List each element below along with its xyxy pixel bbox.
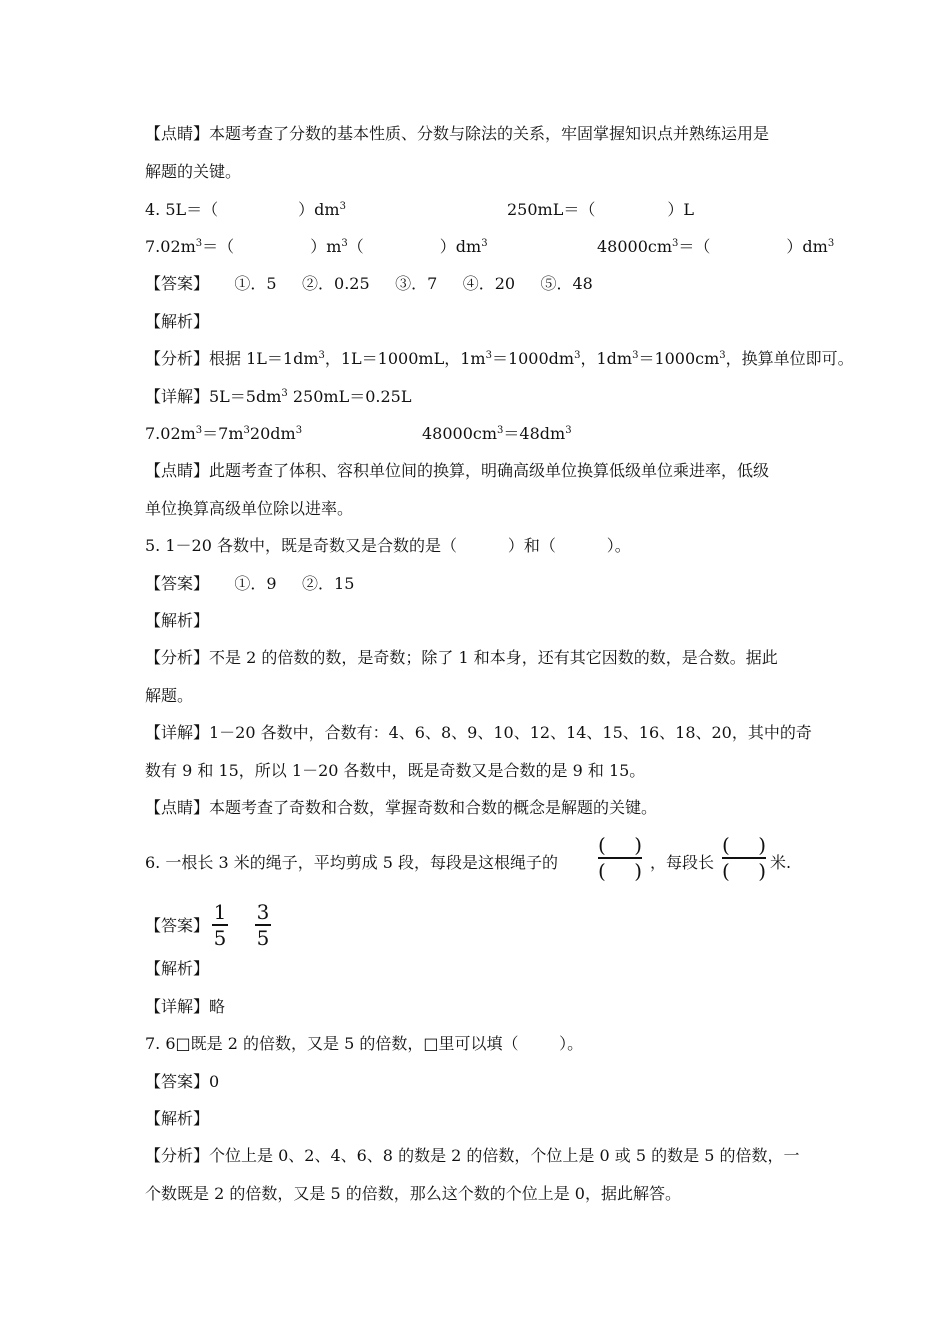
fraction-denominator: 5	[256, 925, 270, 950]
q6-answer-fraction-1	[212, 901, 228, 949]
q4-dianjing: 【点睛】此题考查了体积、容积单位间的换算，明确高级单位换算低级单位乘进率，低级	[145, 461, 770, 480]
q5-question: 5. 1－20 各数中，既是奇数又是合数的是（ ）和（ ）。	[145, 536, 631, 555]
q6-blank-fraction-2: ( ) ( )	[722, 833, 766, 883]
q6-blank-fraction-1: ( ) ( )	[598, 833, 642, 883]
fraction-numerator: 3	[256, 900, 270, 924]
q6-mid: ，每段长	[650, 853, 715, 872]
q4-xiangjie: 【详解】$5L=5dm^3$ 250mL＝0.25L	[145, 387, 412, 406]
q4-fenxi: 【分析】根据 $1L=1dm^3$，1L＝1000mL，$1m^3=1000dm^3$，$1dm^3=1000cm^3$，换算单位即可。	[145, 349, 854, 368]
q5-fenxi: 【分析】不是 2 的倍数的数，是奇数；除了 1 和本身，还有其它因数的数，是合数。据此	[145, 648, 778, 667]
q4-jiexi: 【解析】	[145, 312, 210, 331]
q7-fenxi: 【分析】个位上是 0、2、4、6、8 的数是 2 的倍数，个位上是 0 或 5 的数是 5 的倍数，一	[145, 1146, 800, 1165]
q7-answer: 【答案】0	[145, 1072, 220, 1091]
q5-jiexi: 【解析】	[145, 611, 210, 630]
q6-answer-label: 【答案】	[145, 916, 210, 935]
q6-question: 6. 一根长 3 米的绳子，平均剪成 5 段，每段是这根绳子的	[145, 853, 559, 872]
q4-part3: $7.02m^3=$（ ）$m^3$（ ）$dm^3$	[145, 237, 488, 256]
q4-answer: 【答案】 ①．5 ②．0.25 ③．7 ④．20 ⑤．48	[145, 274, 593, 293]
q5-fenxi-cont: 解题。	[145, 686, 194, 705]
q6-xiangjie: 【详解】略	[145, 997, 226, 1016]
q5-dianjing: 【点睛】本题考查了奇数和合数，掌握奇数和合数的概念是解题的关键。	[145, 798, 658, 817]
q7-jiexi: 【解析】	[145, 1109, 210, 1128]
q4-dianjing-cont: 单位换算高级单位除以进率。	[145, 499, 354, 518]
q6-end: 米.	[770, 853, 792, 872]
q4-xiangjie-2: $7.02m^3=7m^320dm^3$	[145, 424, 303, 443]
fraction-numerator: 1	[213, 900, 227, 924]
dianjing-text: 【点睛】本题考查了分数的基本性质、分数与除法的关系，牢固掌握知识点并熟练运用是	[145, 124, 770, 143]
q5-xiangjie: 【详解】1－20 各数中，合数有：4、6、8、9、10、12、14、15、16、18、20，其中的奇	[145, 723, 812, 742]
q4-xiangjie-3: $48000cm^3=48dm^3$	[422, 424, 572, 443]
q4-part1: 4. 5L＝（ ）$dm^3$	[145, 200, 346, 219]
q7-fenxi-cont: 个数既是 2 的倍数，又是 5 的倍数，那么这个数的个位上是 0，据此解答。	[145, 1184, 681, 1203]
dianjing-text-cont: 解题的关键。	[145, 162, 242, 181]
q6-answer-fraction-2	[255, 901, 271, 949]
q7-question: 7. 6□既是 2 的倍数，又是 5 的倍数，□里可以填（ ）。	[145, 1034, 584, 1053]
q4-part4: $48000cm^3=$（ ）$dm^3$	[597, 237, 835, 256]
fraction-denominator: 5	[213, 925, 227, 950]
q4-part2: 250mL＝（ ）L	[507, 200, 694, 219]
q6-jiexi: 【解析】	[145, 959, 210, 978]
q5-answer: 【答案】 ①．9 ②．15	[145, 574, 355, 593]
q5-xiangjie-cont: 数有 9 和 15，所以 1－20 各数中，既是奇数又是合数的是 9 和 15。	[145, 761, 646, 780]
